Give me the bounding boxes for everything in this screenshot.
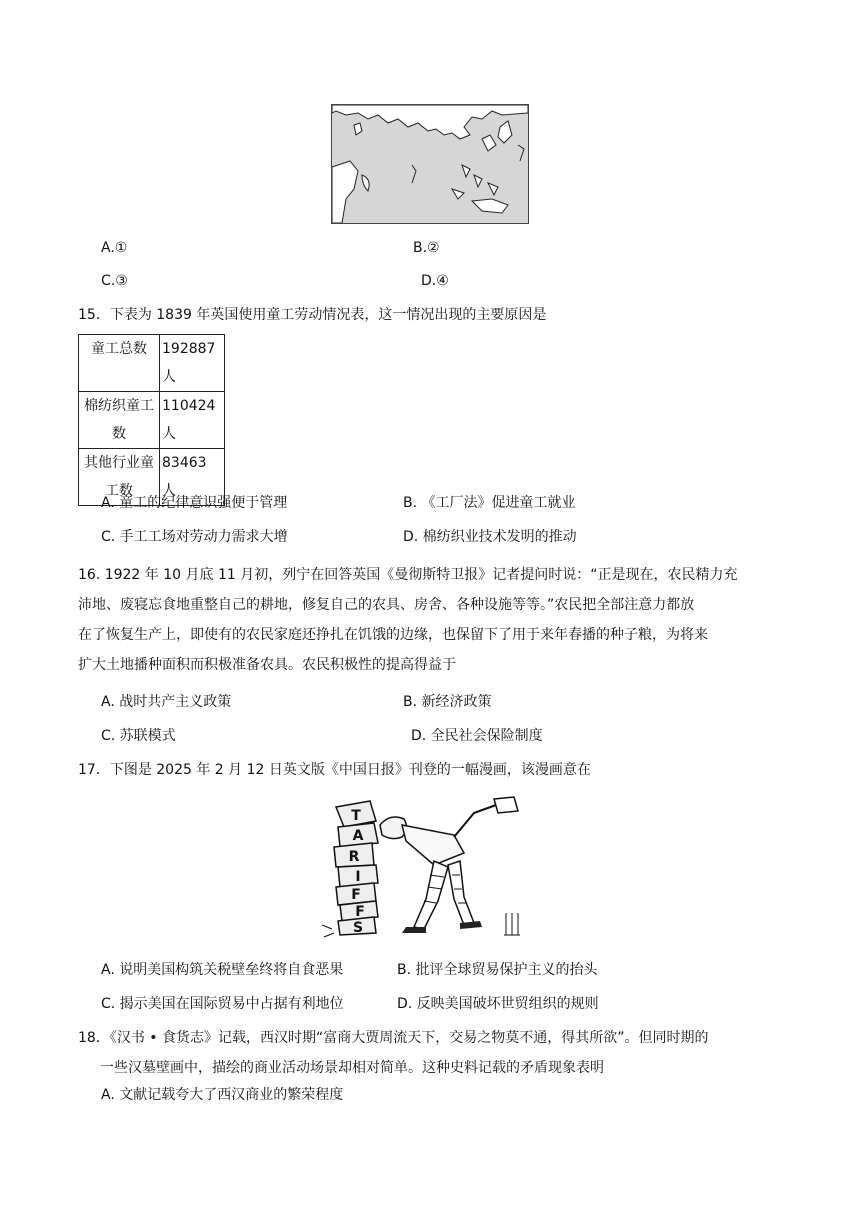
option-a[interactable]: A. 战时共产主义政策 <box>101 694 232 710</box>
cartoon-letter: R <box>348 849 360 865</box>
question-17-stem: 17．下图是 2025 年 2 月 12 日英文版《中国日报》刊登的一幅漫画，该漫画意在 <box>78 762 591 778</box>
question-15-stem: 15．下表为 1839 年英国使用童工劳动情况表，这一情况出现的主要原因是 <box>78 307 547 323</box>
table-cell-label: 其他行业童 工数 <box>79 449 160 506</box>
option-d[interactable]: D. 反映美国破坏世贸组织的规则 <box>397 996 599 1012</box>
cartoon-letter: A <box>352 828 364 844</box>
option-b[interactable]: B. 《工厂法》促进童工就业 <box>403 495 576 511</box>
table-cell-value: 192887 人 <box>160 335 225 392</box>
cartoon-letter: I <box>355 869 361 885</box>
cartoon-letter: S <box>352 920 364 936</box>
option-c[interactable]: C. 苏联模式 <box>101 728 176 744</box>
option-b[interactable]: B. 新经济政策 <box>403 694 492 710</box>
option-d[interactable]: D. 棉纺织业技术发明的推动 <box>403 529 577 545</box>
question-16-stem: 16. 1922 年 10 月底 11 月初，列宁在回答英国《曼彻斯特卫报》记者提问时说：“正是现在，农民精力充 沛地、废寝忘食地重整自己的耕地，修复自己的农具、房舍、各种设施等等。”农民把全部注意力都放 在了恢复生产上，即使有的农民家庭还挣扎在饥饿的边缘，也保留下了用于来年春播的种子粮，为将来 扩大土地播种面积而积极准备农具。农民积极性的提高得益于 <box>78 567 738 673</box>
option-a[interactable]: A. 童工的纪律意识强便于管理 <box>101 495 288 511</box>
option-b[interactable]: B. 批评全球贸易保护主义的抬头 <box>397 962 598 978</box>
table-cell-label: 童工总数 <box>79 335 160 392</box>
table-row <box>79 335 225 392</box>
question-18-stem: 18．《汉书 • 食货志》记载，西汉时期“富商大贾周流天下，交易之物莫不通，得其所欲”。但同时期的 一些汉墓壁画中，描绘的商业活动场景却相对简单。这种史料记载的矛盾现象表明 <box>78 1030 709 1076</box>
table-row <box>79 392 225 449</box>
option-b[interactable]: B.② <box>413 240 440 256</box>
option-a[interactable]: A. 文献记载夸大了西汉商业的繁荣程度 <box>101 1087 344 1103</box>
option-c[interactable]: C. 揭示美国在国际贸易中占据有利地位 <box>101 996 344 1012</box>
table-cell-value: 110424 人 <box>160 392 225 449</box>
option-d[interactable]: D.④ <box>421 273 449 289</box>
map-coastline <box>332 105 528 223</box>
cartoon-drawing <box>314 795 540 941</box>
table-cell-value: 83463 人 <box>160 449 225 506</box>
cartoon-letter: F <box>355 904 365 920</box>
cartoon-letter: T <box>351 808 361 824</box>
option-c[interactable]: C. 手工工场对劳动力需求大增 <box>101 529 288 545</box>
table-cell-label: 棉纺织童工 数 <box>79 392 160 449</box>
option-c[interactable]: C.③ <box>101 273 128 289</box>
option-a[interactable]: A.① <box>101 240 128 256</box>
tariffs-cartoon <box>314 795 540 941</box>
option-d[interactable]: D. 全民社会保险制度 <box>411 728 543 744</box>
map-image <box>331 104 529 224</box>
child-labor-table <box>78 334 225 506</box>
cartoon-letter: F <box>351 887 361 903</box>
option-a[interactable]: A. 说明美国构筑关税壁垒终将自食恶果 <box>101 962 344 978</box>
